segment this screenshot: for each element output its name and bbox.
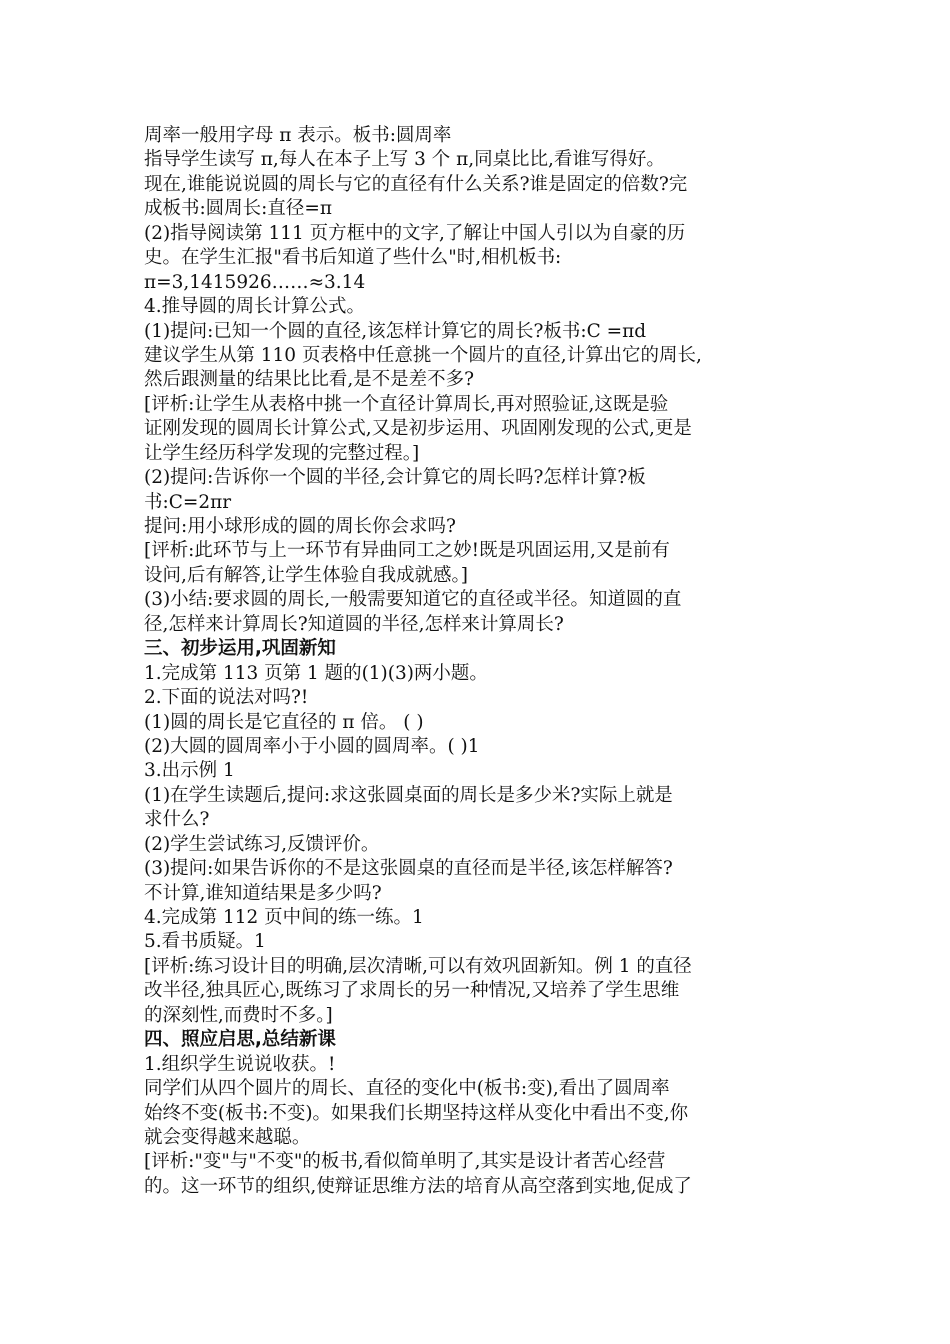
- text-line: 证刚发现的圆周长计算公式,又是初步运用、巩固刚发现的公式,更是: [144, 418, 692, 440]
- text-line: 求什么?: [144, 809, 210, 831]
- text-line: (1)圆的周长是它直径的 π 倍。 ( ): [144, 711, 424, 733]
- text-line: 现在,谁能说说圆的周长与它的直径有什么关系?谁是固定的倍数?完: [144, 173, 688, 195]
- text-line: 就会变得越来越聪。: [144, 1126, 311, 1148]
- text-line: π=3,1415926……≈3.14: [144, 271, 366, 293]
- section-heading: 三、初步运用,巩固新知: [144, 638, 336, 660]
- text-line: 始终不变(板书:不变)。如果我们长期坚持这样从变化中看出不变,你: [144, 1102, 689, 1124]
- text-line: (2)指导阅读第 111 页方框中的文字,了解让中国人引以为自豪的历: [144, 222, 686, 244]
- text-line: 史。在学生汇报"看书后知道了些什么"时,相机板书:: [144, 247, 562, 269]
- text-line: 书:C=2πr: [144, 491, 232, 513]
- text-line: 的深刻性,而费时不多。]: [144, 1004, 333, 1026]
- text-line: (2)提问:告诉你一个圆的半径,会计算它的周长吗?怎样计算?板: [144, 467, 646, 489]
- text-line: 1.完成第 113 页第 1 题的(1)(3)两小题。: [144, 662, 488, 684]
- text-line: (3)提问:如果告诉你的不是这张圆桌的直径而是半径,该怎样解答?: [144, 858, 673, 880]
- text-line: (3)小结:要求圆的周长,一般需要知道它的直径或半径。知道圆的直: [144, 589, 682, 611]
- text-line: 让学生经历科学发现的完整过程。]: [144, 442, 420, 464]
- text-line: 不计算,谁知道结果是多少吗?: [144, 882, 382, 904]
- text-line: 改半径,独具匠心,既练习了求周长的另一种情况,又培养了学生思维: [144, 980, 680, 1002]
- text-line: 设问,后有解答,让学生体验自我成就感。]: [144, 564, 468, 586]
- text-line: 1.组织学生说说收获。!: [144, 1053, 336, 1075]
- section-heading: 四、照应启思,总结新课: [144, 1029, 336, 1051]
- text-line: (1)提问:已知一个圆的直径,该怎样计算它的周长?板书:C =πd: [144, 320, 647, 342]
- text-line: 的。这一环节的组织,使辩证思维方法的培育从高空落到实地,促成了: [144, 1175, 692, 1197]
- text-line: 5.看书质疑。1: [144, 931, 266, 953]
- text-line: [评析:此环节与上一环节有异曲同工之妙!既是巩固运用,又是前有: [144, 540, 670, 562]
- text-line: 3.出示例 1: [144, 760, 235, 782]
- text-line: 4.推导圆的周长计算公式。: [144, 296, 365, 318]
- text-line: (1)在学生读题后,提问:求这张圆桌面的周长是多少米?实际上就是: [144, 784, 673, 806]
- text-line: [评析:练习设计目的明确,层次清晰,可以有效巩固新知。例 1 的直径: [144, 955, 692, 977]
- text-line: (2)大圆的圆周率小于小圆的圆周率。( )1: [144, 735, 480, 757]
- text-line: 然后跟测量的结果比比看,是不是差不多?: [144, 369, 475, 391]
- text-line: 4.完成第 112 页中间的练一练。1: [144, 907, 424, 928]
- text-line: [评析:"变"与"不变"的板书,看似简单明了,其实是设计者苦心经营: [144, 1151, 666, 1173]
- text-line: [评析:让学生从表格中挑一个直径计算周长,再对照验证,这既是验: [144, 393, 669, 415]
- text-line: 径,怎样来计算周长?知道圆的半径,怎样来计算周长?: [144, 613, 564, 635]
- text-line: 指导学生读写 π,每人在本子上写 3 个 π,同桌比比,看谁写得好。: [144, 149, 665, 171]
- text-line: (2)学生尝试练习,反馈评价。: [144, 833, 380, 855]
- text-line: 成板书:圆周长:直径=π: [144, 198, 332, 220]
- text-line: 同学们从四个圆片的周长、直径的变化中(板书:变),看出了圆周率: [144, 1078, 670, 1100]
- text-line: 建议学生从第 110 页表格中任意挑一个圆片的直径,计算出它的周长,: [144, 344, 702, 366]
- text-line: 提问:用小球形成的圆的周长你会求吗?: [144, 516, 456, 537]
- text-line: 2.下面的说法对吗?!: [144, 687, 309, 709]
- document-page: [144, 124, 824, 1199]
- text-line: 周率一般用字母 π 表示。板书:圆周率: [144, 125, 452, 146]
